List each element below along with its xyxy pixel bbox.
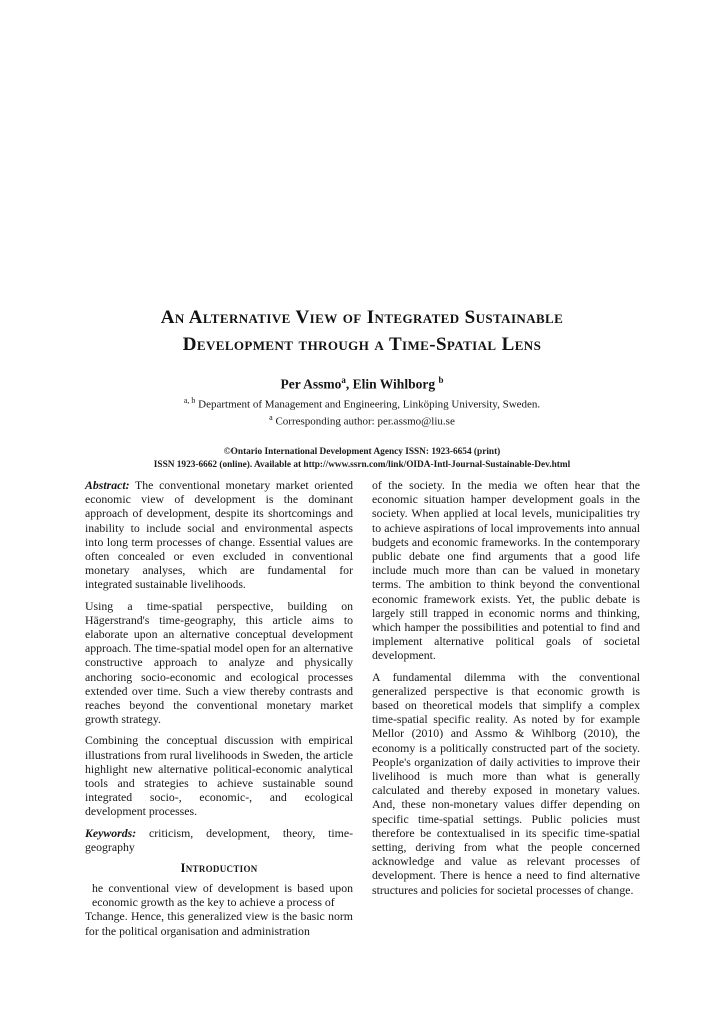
front-matter [0,304,724,472]
paper-title-line-1: An Alternative View of Integrated Sustainable [160,307,564,328]
corresponding-text: Corresponding author: per.assmo@liu.se [272,415,455,428]
introduction-paragraph-part-1: he conventional view of development is based upon economic growth as the key to achieve a process of [92,881,353,910]
journal-imprint [0,446,724,472]
keywords-text: criticism, development, theory, time-geography [85,825,353,854]
introduction-paragraph-part-2: Tchange. Hence, this generalized view is the basic norm for the political organisation and administration [85,909,353,938]
left-column [85,478,353,945]
abstract-paragraph-1 [85,478,353,592]
author-2-superscript: b [438,375,444,385]
imprint-line-2: ISSN 1923-6662 (online). Available at http://www.ssrn.com/link/OIDA-Intl-Journal-Sustainable-Dev.html [153,459,571,470]
abstract-paragraph-1-text: The conventional monetary market oriented economic view of development is the dominant approach of development, despite its shortcomings and inability to include social and environmental aspects into long term processes of change. Essential values are often concealed or even excluded in conventional monetary analyses, which are fundamental for integrated sustainable livelihoods. [85,478,353,592]
author-1: Per Assmo [280,376,342,392]
corresponding-superscript: a [269,413,273,423]
author-separator: , [345,376,353,392]
introduction-heading: Introduction [180,861,258,876]
paper-title-line-2: Development through a Time-Spatial Lens [182,334,542,355]
right-column-paragraph-2: A fundamental dilemma with the conventional generalized perspective is that economic growth is based on theoretical models that simplify a complex time-spatial specific reality. As noted by for example Mellor (2010) and Assmo & Wihlborg (2010), the economy is a politically constructed part of the society. People's organization of daily activities to improve their livelihood is much more than what is generally calculated and thereby exposed in monetary values. And, these non-monetary values differ depending on specific time-spatial settings. Public policies must therefore be contextualised in its specific time-spatial setting, deriving from what the people concerned acknowledge and value as relevant processes of development. There is hence a need to find alternative structures and policies for societal processes of change. [372,669,640,897]
affiliation-superscript: a, b [183,395,196,405]
affiliation-line [0,394,724,412]
author-2: Elin Wihlborg [352,376,436,392]
authors-line [0,372,724,393]
corresponding-author-line [0,411,724,429]
abstract-label: Abstract: [85,478,130,492]
right-column [372,478,640,904]
keywords-label: Keywords: [85,825,137,840]
abstract-paragraph-3: Combining the conceptual discussion with empirical illustrations from rural livelihoods in Sweden, the article highlight new alternative political-economic analytical tools and strategies to achieve sustainable sound integrated socio-, economic-, and ecological development processes. [85,733,353,819]
author-1-superscript: a [341,375,346,385]
abstract-paragraph-2: Using a time-spatial perspective, building on Hägerstrand's time-geography, this article aims to elaborate upon an alternative conceptual development approach. The time-spatial model open for an alternative constructive approach to analyze and physically anchoring socio-economic and ecological processes extended over time. Such a view thereby contrasts and reaches beyond the conventional monetary market growth strategy. [85,598,353,727]
right-column-paragraph-1: of the society. In the media we often hear that the economic situation hamper development goals in the society. When applied at local levels, municipalities try to achieve aspirations of local improvements into annual budgets and economic frameworks. In the contemporary public debate one find arguments that a good life include much more than can be valued in monetary terms. The ambition to think beyond the conventional economic framework exists. Yet, the public debate is largely still trapped in economic norms and thinking, which hamper the possibilities and potential to find and implement alternative political goals of societal development. [372,478,640,663]
keywords-line [85,826,353,854]
affiliation-text: Department of Management and Engineering, Linköping University, Sweden. [195,398,541,411]
imprint-line-1: ©Ontario International Development Agency ISSN: 1923-6654 (print) [223,446,501,457]
